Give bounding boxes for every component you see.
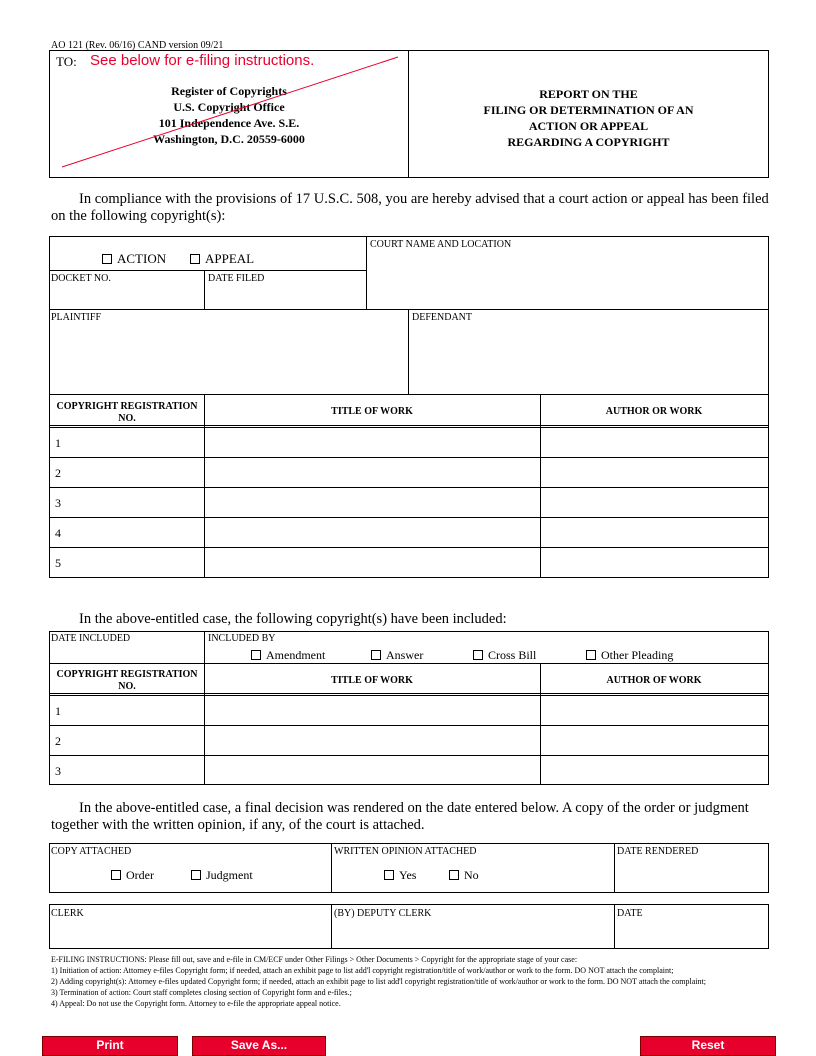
yes-checkbox[interactable] <box>384 870 394 880</box>
instruction-line: 2) Adding copyright(s): Attorney e-files updated Copyright form; if needed, attach an exhibit page to list add'l copyright registration/title of work/author or work to the form. DO NOT attach the complaint; <box>51 977 706 986</box>
print-button[interactable]: Print <box>42 1036 178 1056</box>
row-number: 1 <box>55 704 61 718</box>
order-label: Order <box>126 868 154 882</box>
amendment-option[interactable] <box>251 648 325 663</box>
clerk-label: CLERK <box>51 908 84 919</box>
table-row[interactable] <box>50 755 768 784</box>
decision-section <box>49 843 769 893</box>
table-row[interactable] <box>50 695 768 725</box>
report-title <box>409 86 768 150</box>
copy-attached-label: COPY ATTACHED <box>51 846 132 857</box>
address-line: Register of Copyrights <box>171 84 287 98</box>
instruction-line: E-FILING INSTRUCTIONS: Please fill out, save and e-file in CM/ECF under Other Filings > Other Documents > Copyright for the appropriate stage of your case: <box>51 955 578 964</box>
table-row[interactable] <box>50 427 768 457</box>
appeal-checkbox[interactable] <box>190 254 200 264</box>
table-row[interactable] <box>50 457 768 487</box>
date-input[interactable] <box>617 921 765 947</box>
col-title-header: TITLE OF WORK <box>331 406 413 417</box>
row-number: 4 <box>55 526 61 540</box>
instruction-line: 4) Appeal: Do not use the Copyright form. Attorney to e-file the appropriate appeal notice. <box>51 999 341 1008</box>
date-rendered-input[interactable] <box>617 860 765 888</box>
decision-paragraph: In the above-entitled case, a final decision was rendered on the date entered below. A copy of the order or judgment together with the written opinion, if any, of the court is attached. <box>51 800 749 833</box>
row-number: 1 <box>55 436 61 450</box>
table-row[interactable] <box>50 487 768 517</box>
col-title-header: TITLE OF WORK <box>331 675 413 686</box>
defendant-input[interactable] <box>412 325 764 391</box>
title-line: REPORT ON THE <box>539 87 638 101</box>
amendment-label: Amendment <box>266 648 326 662</box>
row-number: 2 <box>55 466 61 480</box>
reset-button[interactable]: Reset <box>640 1036 776 1056</box>
intro-paragraph: In compliance with the provisions of 17 U.S.C. 508, you are hereby advised that a court action or appeal has been filed on the following copyright(s): <box>51 191 769 224</box>
order-option[interactable] <box>111 868 154 883</box>
instruction-line: 1) Initiation of action: Attorney e-files Copyright form; if needed, attach an exhibit page to list add'l copyright registration/title of work/author or work to the form. DO NOT attach the complaint; <box>51 966 674 975</box>
docket-label: DOCKET NO. <box>51 273 111 284</box>
cross-bill-checkbox[interactable] <box>473 650 483 660</box>
included-section <box>49 631 769 785</box>
judgment-checkbox[interactable] <box>191 870 201 880</box>
no-option[interactable] <box>449 868 479 883</box>
written-opinion-label: WRITTEN OPINION ATTACHED <box>334 846 477 857</box>
answer-label: Answer <box>386 648 424 662</box>
cross-bill-label: Cross Bill <box>488 648 537 662</box>
docket-input[interactable] <box>51 285 201 307</box>
title-line: REGARDING A COPYRIGHT <box>507 135 670 149</box>
court-name-label: COURT NAME AND LOCATION <box>370 239 512 250</box>
row-number: 3 <box>55 496 61 510</box>
address-line: 101 Independence Ave. S.E. <box>158 116 300 130</box>
table-row[interactable] <box>50 517 768 547</box>
judgment-option[interactable] <box>191 868 253 883</box>
row-number: 5 <box>55 556 61 570</box>
efile-note: See below for e-filing instructions. <box>90 52 315 69</box>
plaintiff-input[interactable] <box>52 325 404 391</box>
action-checkbox[interactable] <box>102 254 112 264</box>
title-line: FILING OR DETERMINATION OF AN <box>483 103 694 117</box>
efiling-instructions <box>51 954 781 1009</box>
answer-checkbox[interactable] <box>371 650 381 660</box>
table-row[interactable] <box>50 725 768 755</box>
other-pleading-label: Other Pleading <box>601 648 674 662</box>
address-line: Washington, D.C. 20559-6000 <box>153 132 305 146</box>
amendment-checkbox[interactable] <box>251 650 261 660</box>
no-label: No <box>464 868 479 882</box>
date-rendered-label: DATE RENDERED <box>617 846 699 857</box>
col-registration-header: COPYRIGHT REGISTRATION NO. <box>56 401 198 424</box>
col-author-header: AUTHOR OF WORK <box>606 675 702 686</box>
report-title-box <box>408 50 769 178</box>
yes-option[interactable] <box>384 868 416 883</box>
form-id: AO 121 (Rev. 06/16) CAND version 09/21 <box>51 40 224 51</box>
table-row[interactable] <box>50 547 768 577</box>
deputy-clerk-input[interactable] <box>334 921 610 947</box>
clerk-section <box>49 904 769 949</box>
action-section <box>49 236 769 578</box>
row-number: 3 <box>55 764 61 778</box>
included-by-label: INCLUDED BY <box>208 633 276 644</box>
clerk-input[interactable] <box>52 921 328 947</box>
title-line: ACTION OR APPEAL <box>528 119 649 133</box>
other-pleading-option[interactable] <box>586 648 673 663</box>
date-filed-input[interactable] <box>208 285 362 307</box>
deputy-clerk-label: (BY) DEPUTY CLERK <box>334 908 432 919</box>
defendant-label: DEFENDANT <box>412 312 472 323</box>
col-author-header: AUTHOR OR WORK <box>605 406 703 417</box>
action-label: ACTION <box>117 251 167 266</box>
to-label: TO: <box>56 54 77 69</box>
other-pleading-checkbox[interactable] <box>586 650 596 660</box>
instruction-line: 3) Termination of action: Court staff completes closing section of Copyright form and e-files.; <box>51 988 352 997</box>
cross-bill-option[interactable] <box>473 648 536 663</box>
to-box <box>49 50 409 178</box>
no-checkbox[interactable] <box>449 870 459 880</box>
judgment-label: Judgment <box>206 868 253 882</box>
appeal-label: APPEAL <box>205 251 255 266</box>
included-paragraph: In the above-entitled case, the following copyright(s) have been included: <box>79 611 507 627</box>
col-registration-header: COPYRIGHT REGISTRATION NO. <box>56 669 198 692</box>
answer-option[interactable] <box>371 648 423 663</box>
order-checkbox[interactable] <box>111 870 121 880</box>
strike-through-line <box>50 51 408 177</box>
address-line: U.S. Copyright Office <box>173 100 285 114</box>
date-filed-label: DATE FILED <box>208 273 265 284</box>
date-label: DATE <box>617 908 643 919</box>
row-number: 2 <box>55 734 61 748</box>
action-checkbox-group[interactable] <box>102 251 166 267</box>
save-as-button[interactable]: Save As... <box>192 1036 326 1056</box>
date-included-label: DATE INCLUDED <box>51 633 131 644</box>
court-name-input[interactable] <box>370 251 764 305</box>
appeal-checkbox-group[interactable] <box>190 251 254 267</box>
yes-label: Yes <box>399 868 417 882</box>
plaintiff-label: PLAINTIFF <box>51 312 102 323</box>
